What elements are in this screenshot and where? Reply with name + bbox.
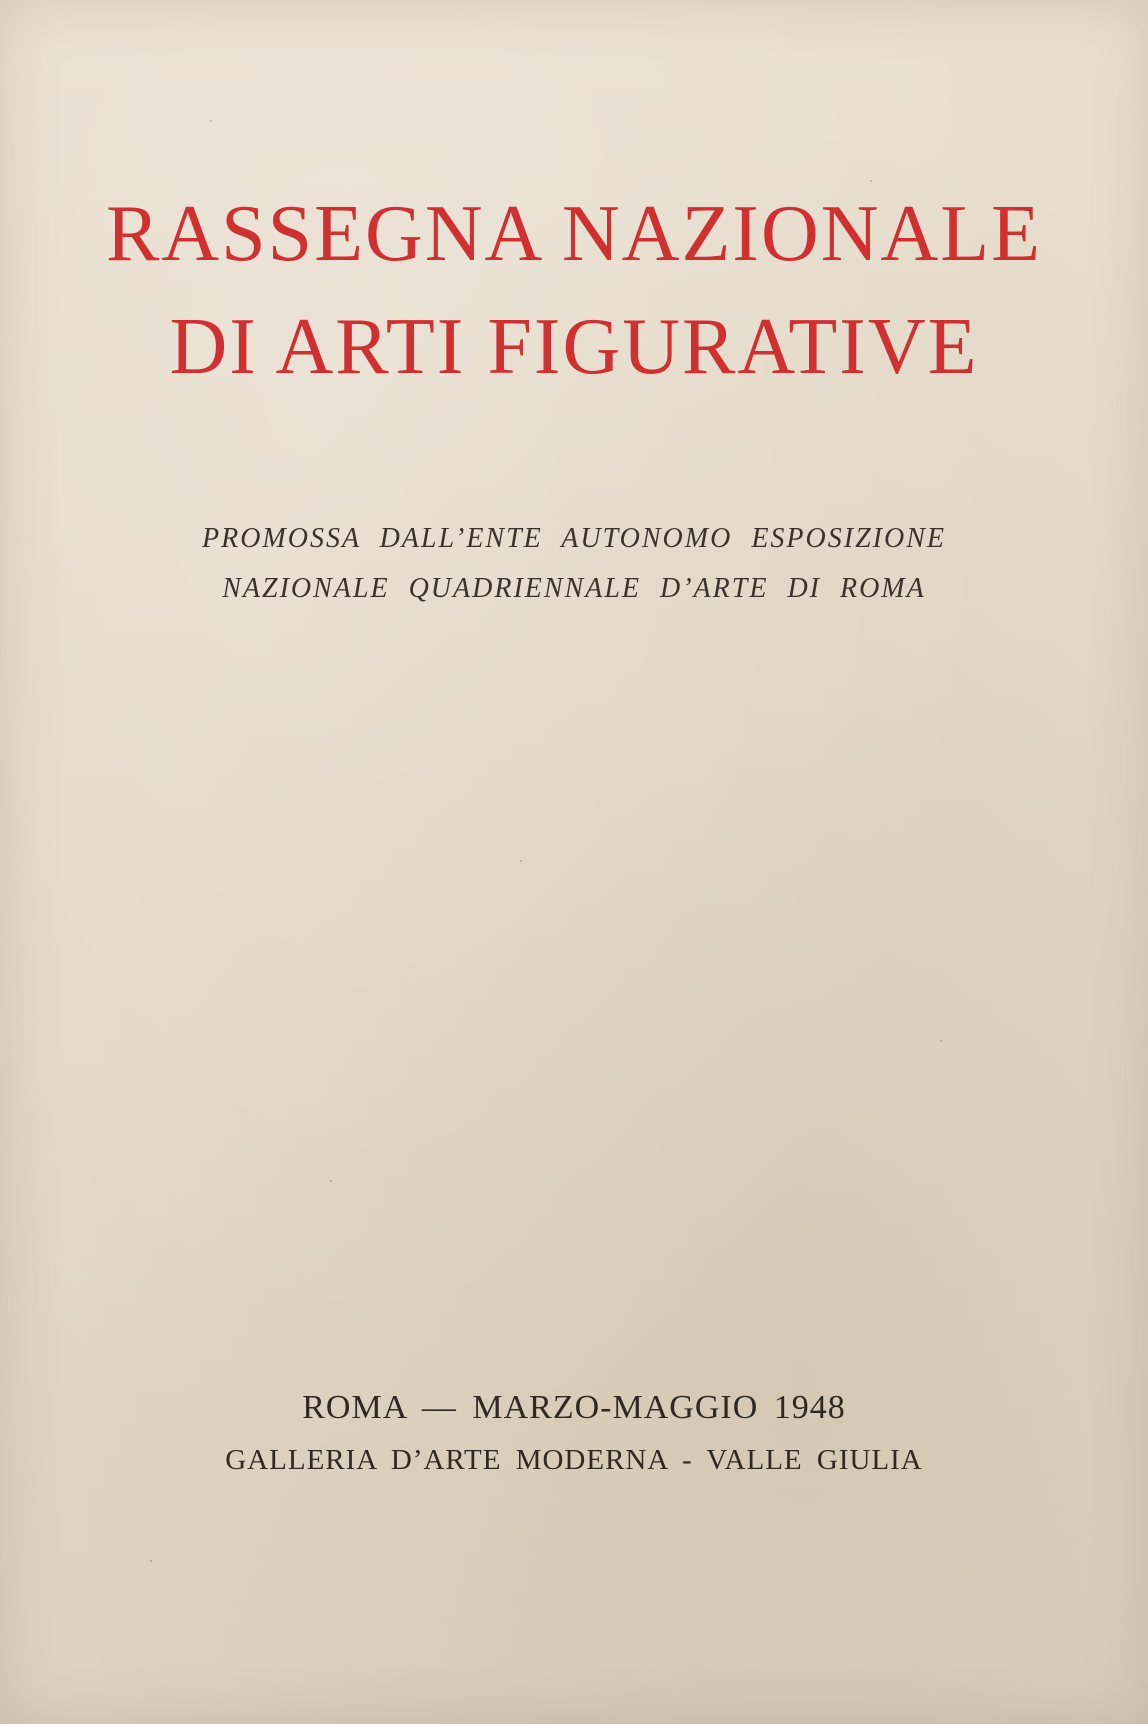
paper-speck — [940, 1040, 942, 1042]
cover-subtitle — [0, 514, 1148, 614]
imprint-venue: GALLERIA D’ARTE MODERNA - VALLE GIULIA — [225, 1444, 923, 1476]
cover-subtitle-line-1: PROMOSSA DALL’ENTE AUTONOMO ESPOSIZIONE — [202, 523, 946, 554]
cover-title-line-1: RASSEGNA NAZIONALE — [106, 190, 1042, 278]
cover-imprint — [0, 1382, 1148, 1486]
paper-speck — [330, 1180, 332, 1182]
cover-title — [0, 178, 1148, 404]
paper-speck — [520, 860, 522, 862]
paper-speck — [210, 120, 212, 122]
imprint-place-date: ROMA — MARZO-MAGGIO 1948 — [302, 1389, 846, 1426]
cover-title-line-2: DI ARTI FIGURATIVE — [169, 303, 979, 391]
paper-speck — [150, 1560, 152, 1562]
cover-subtitle-line-2: NAZIONALE QUADRIENNALE D’ARTE DI ROMA — [222, 573, 926, 604]
